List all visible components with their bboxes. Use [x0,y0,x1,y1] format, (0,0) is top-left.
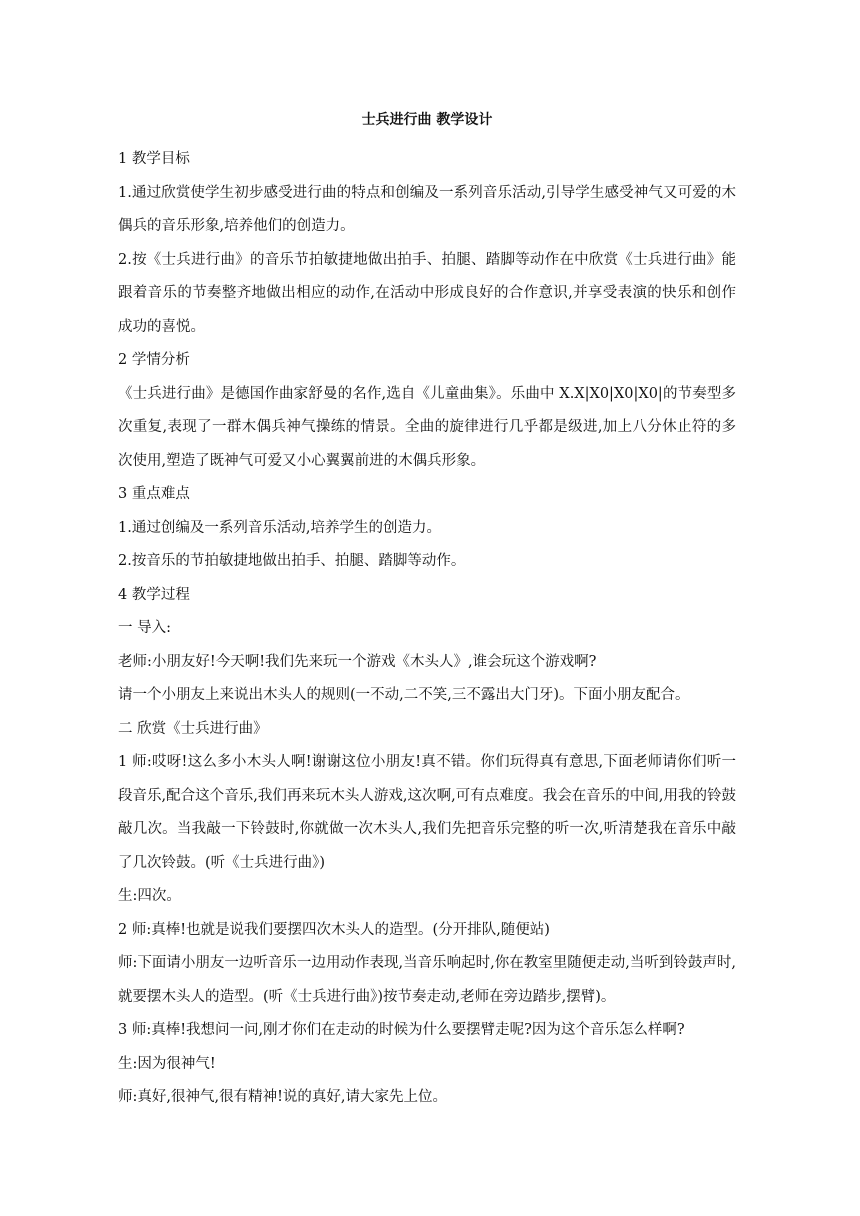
objective-2: 2.按《士兵进行曲》的音乐节拍敏捷地做出拍手、拍腿、踏脚等动作在中欣赏《士兵进行曲》能跟着音乐的节奏整齐地做出相应的动作,在活动中形成良好的合作意识,并享受表演的快乐和创作成功的喜悦。 [118,251,736,335]
step-2: 2 师:真棒!也就是说我们要摆四次木头人的造型。(分开排队,随便站) [118,921,550,938]
heading-objectives: 1 教学目标 [118,151,190,167]
objective-1: 1.通过欣赏使学生初步感受进行曲的特点和创编及一系列音乐活动,引导学生感受神气又可爱的木偶兵的音乐形象,培养他们的创造力。 [118,184,736,234]
heading-analysis: 2 学情分析 [118,352,190,368]
step-3: 3 师:真棒!我想问一问,刚才你们在走动的时候为什么要摆臂走呢?因为这个音乐怎么样啊? [118,1022,685,1038]
heading-process: 4 教学过程 [118,586,190,603]
heading-key-points: 3 重点难点 [118,486,190,502]
analysis-text: 《士兵进行曲》是德国作曲家舒曼的名作,选自《儿童曲集》。乐曲中 X.X|X0|X0|X0|的节奏型多次重复,表现了一群木偶兵神气操练的情景。全曲的旋律进行几乎都是级进,加上八分休止符的多次使用,塑造了既神气可爱又小心翼翼前进的木偶兵形象。 [118,385,736,469]
teacher-line-2: 师:下面请小朋友一边听音乐一边用动作表现,当音乐响起时,你在教室里随便走动,当听到铃鼓声时,就要摆木头人的造型。(听《士兵进行曲》)按节奏走动,老师在旁边踏步,摆臂)。 [118,955,736,1005]
instruction-line: 请一个小朋友上来说出木头人的规则(一不动,二不笑,三不露出大门牙)。下面小朋友配合。 [118,687,690,703]
key-point-1: 1.通过创编及一系列音乐活动,培养学生的创造力。 [118,519,441,536]
document-title: 士兵进行曲 教学设计 [361,112,493,128]
teacher-line-1: 老师:小朋友好!今天啊!我们先来玩一个游戏《木头人》,谁会玩这个游戏啊? [118,653,597,670]
teacher-line-3: 师:真好,很神气,很有精神!说的真好,请大家先上位。 [118,1089,448,1105]
key-point-2: 2.按音乐的节拍敏捷地做出拍手、拍腿、踏脚等动作。 [118,553,466,569]
section-appreciation: 二 欣赏《士兵进行曲》 [118,720,268,737]
student-answer-1: 生:四次。 [118,888,181,904]
student-answer-2: 生:因为很神气! [118,1055,216,1072]
step-1: 1 师:哎呀!这么多小木头人啊!谢谢这位小朋友!真不错。你们玩得真有意思,下面老师请你们听一段音乐,配合这个音乐,我们再来玩木头人游戏,这次啊,可有点难度。我会在音乐的中间,用我的铃鼓敲几次。当我敲一下铃鼓时,你就做一次木头人,我们先把音乐完整的听一次,听清楚我在音乐中敲了几次铃鼓。(听《士兵进行曲》) [118,754,736,871]
section-intro: 一 导入: [118,620,171,636]
